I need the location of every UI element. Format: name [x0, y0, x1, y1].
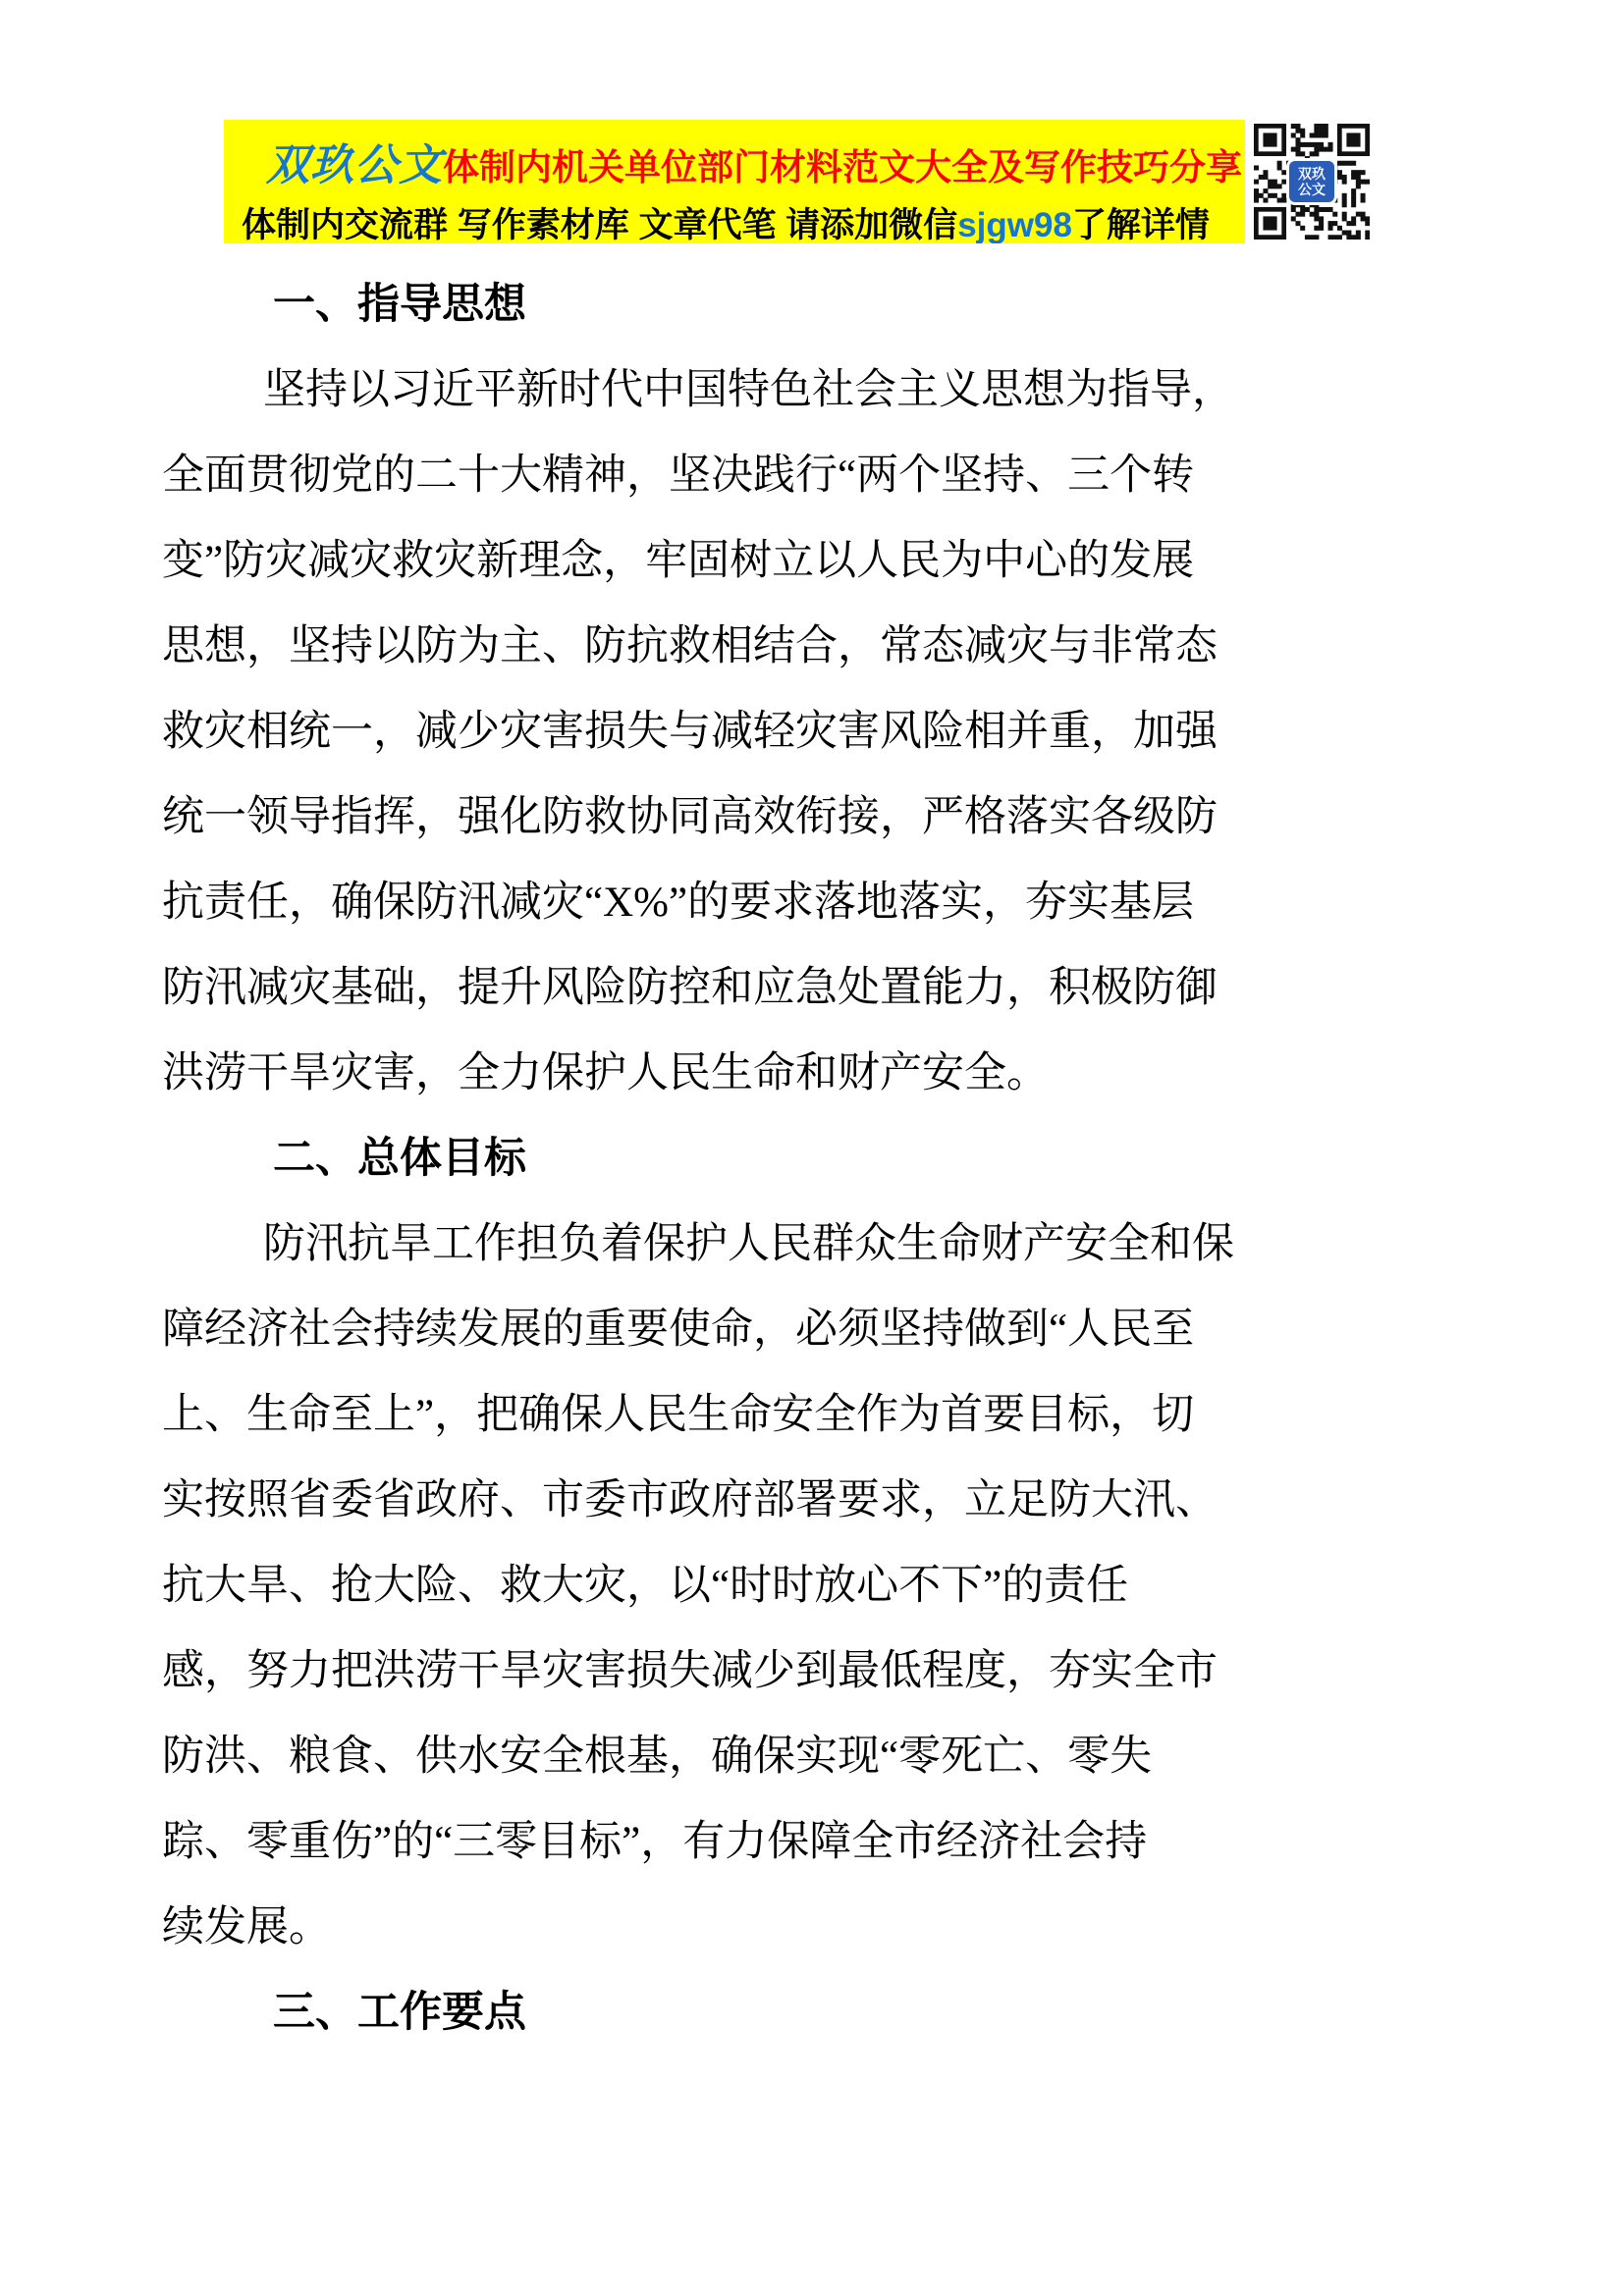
banner-contact-line — [242, 198, 1245, 243]
paragraph — [162, 1201, 1272, 1970]
text-line: 一、指导思想 — [273, 281, 526, 328]
text-line: 全面贯彻党的二十大精神，坚决践行“两个坚持、三个转 — [162, 453, 1195, 499]
banner-headline — [242, 130, 1245, 196]
text-line: 障经济社会持续发展的重要使命，必须坚持做到“人民至 — [162, 1307, 1195, 1353]
text-line: 三、工作要点 — [273, 1989, 526, 2036]
qr-logo-line1: 双玖 — [1298, 166, 1326, 182]
banner-contact-suffix: 了解详情 — [1071, 206, 1210, 243]
banner-contact-prefix: 体制内交流群 写作素材库 文章代笔 请添加微信 — [242, 206, 958, 243]
text-line: 续发展。 — [162, 1904, 331, 1950]
text-line: 踪、零重伤”的“三零目标”，有力保障全市经济社会持 — [162, 1819, 1148, 1865]
text-line: 救灾相统一，减少灾害损失与减轻灾害风险相并重，加强 — [162, 709, 1218, 755]
text-line: 防汛抗旱工作担负着保护人民群众生命财产安全和保 — [263, 1221, 1234, 1267]
text-line: 思想，坚持以防为主、防抗救相结合，常态减灾与非常态 — [162, 623, 1218, 669]
text-line: 上、生命至上”，把确保人民生命安全作为首要目标，切 — [162, 1392, 1195, 1438]
text-line: 防洪、粮食、供水安全根基，确保实现“零死亡、零失 — [162, 1734, 1153, 1780]
section-heading — [162, 1116, 1272, 1201]
text-line: 坚持以习近平新时代中国特色社会主义思想为指导， — [263, 367, 1234, 413]
section-heading — [162, 262, 1272, 347]
text-line: 二、总体目标 — [273, 1135, 526, 1182]
banner-text-area — [224, 120, 1245, 243]
text-line: 变”防灾减灾救灾新理念，牢固树立以人民为中心的发展 — [162, 538, 1195, 584]
qr-logo-line2: 公文 — [1298, 182, 1326, 197]
section-heading — [162, 1970, 1272, 2056]
text-line: 抗责任，确保防汛减灾“X%”的要求落地落实，夯实基层 — [162, 880, 1195, 926]
text-line: 实按照省委省政府、市委市政府部署要求，立足防大汛、 — [162, 1477, 1218, 1523]
paragraph — [162, 347, 1272, 1116]
wechat-id: sjgw98 — [957, 206, 1072, 243]
text-line: 统一领导指挥，强化防救协同高效衔接，严格落实各级防 — [162, 794, 1218, 840]
banner-tagline: 体制内机关单位部门材料范文大全及写作技巧分享 — [443, 147, 1242, 187]
brand-logo-text: 双玖公文 — [266, 141, 443, 189]
qr-code — [1245, 120, 1379, 243]
text-line: 防汛减灾基础，提升风险防控和应急处置能力，积极防御 — [162, 965, 1218, 1011]
text-line: 感，努力把洪涝干旱灾害损失减少到最低程度，夯实全市 — [162, 1648, 1218, 1694]
text-line: 抗大旱、抢大险、救大灾，以“时时放心不下”的责任 — [162, 1563, 1129, 1609]
promo-banner — [224, 120, 1379, 243]
text-line: 洪涝干旱灾害，全力保护人民生命和财产安全。 — [162, 1050, 1049, 1096]
document-body — [162, 262, 1272, 2056]
qr-center-logo — [1289, 161, 1334, 202]
